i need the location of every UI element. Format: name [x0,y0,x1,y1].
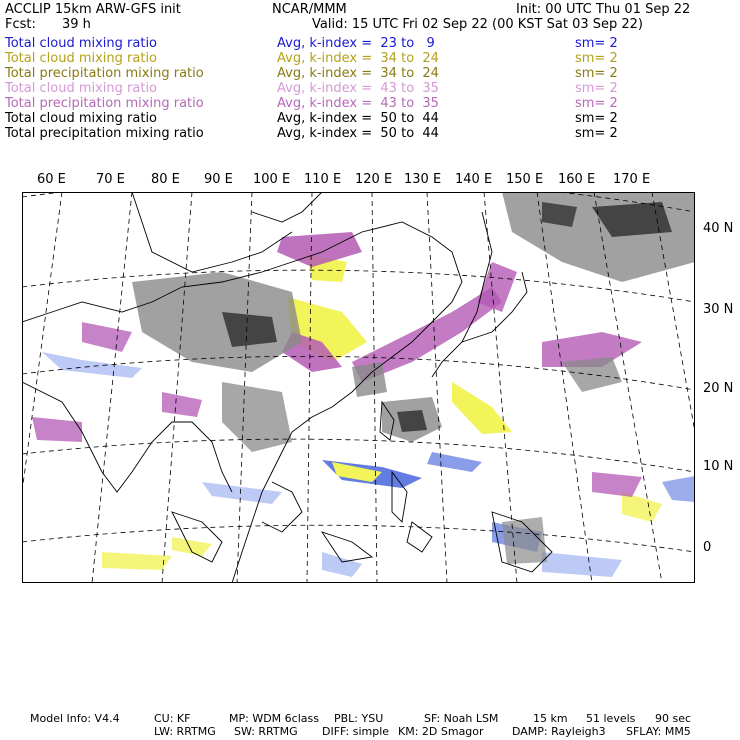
longitude-label: 150 E [506,172,544,187]
legend-smoothing: sm= 2 [575,66,618,81]
legend-range: Avg, k-index = 34 to 24 [277,51,439,66]
legend-smoothing: sm= 2 [575,96,618,111]
footer-diffusion: DIFF: simple [322,725,390,738]
longitude-label: 120 E [355,172,393,187]
legend-row [5,111,735,126]
legend-row [5,51,735,66]
footer-damping: DAMP: Rayleigh3 [512,725,606,738]
footer-surface: SF: Noah LSM [424,712,499,725]
longitude-label: 140 E [455,172,493,187]
longitude-label: 100 E [253,172,291,187]
longitude-label: 90 E [204,172,233,187]
longitude-label: 170 E [613,172,651,187]
longitude-label: 110 E [304,172,342,187]
legend-range: Avg, k-index = 50 to 44 [277,126,439,141]
legend-label: Total cloud mixing ratio [5,51,158,66]
legend-range: Avg, k-index = 23 to 9 [277,36,435,51]
longitude-label: 130 E [404,172,442,187]
legend-smoothing: sm= 2 [575,111,618,126]
init-time: Init: 00 UTC Thu 01 Sep 22 [516,2,691,17]
footer-levels: 51 levels [586,712,636,725]
legend-label: Total precipitation mixing ratio [5,96,204,111]
legend-row [5,36,735,51]
legend-row [5,66,735,81]
legend-label: Total cloud mixing ratio [5,81,158,96]
longitude-label: 70 E [96,172,125,187]
legend-label: Total precipitation mixing ratio [5,126,204,141]
legend-label: Total cloud mixing ratio [5,36,158,51]
legend-row [5,81,735,96]
footer-timestep: 90 sec [655,712,692,725]
longitude-label: 80 E [151,172,180,187]
legend-label: Total precipitation mixing ratio [5,66,204,81]
legend-smoothing: sm= 2 [575,126,618,141]
model-title: ACCLIP 15km ARW-GFS init [5,2,181,17]
latitude-label: 10 N [703,459,734,474]
longitude-label: 60 E [37,172,66,187]
footer-resolution: 15 km [533,712,568,725]
footer-longwave: LW: RRTMG [154,725,216,738]
legend-range: Avg, k-index = 50 to 44 [277,111,439,126]
footer-microphysics: MP: WDM 6class [229,712,319,725]
valid-time: Valid: 15 UTC Fri 02 Sep 22 (00 KST Sat 03 Sep 22) [312,17,643,32]
latitude-label: 0 [703,540,712,555]
footer-model-info: Model Info: V4.4 [30,712,120,725]
latitude-label: 20 N [703,381,734,396]
legend-smoothing: sm= 2 [575,36,618,51]
forecast-label: Fcst: [5,17,36,32]
center-name: NCAR/MMM [272,2,347,17]
footer-km: KM: 2D Smagor [398,725,484,738]
legend-range: Avg, k-index = 43 to 35 [277,81,439,96]
latitude-label: 40 N [703,221,734,236]
cloud-forecast-map [22,192,695,583]
legend-smoothing: sm= 2 [575,81,618,96]
legend-range: Avg, k-index = 43 to 35 [277,96,439,111]
footer-shortwave: SW: RRTMG [234,725,298,738]
legend-row [5,126,735,141]
footer-pbl: PBL: YSU [334,712,384,725]
legend-range: Avg, k-index = 34 to 24 [277,66,439,81]
forecast-hour: 39 h [62,17,91,32]
latitude-label: 30 N [703,302,734,317]
legend-row [5,96,735,111]
longitude-label: 160 E [558,172,596,187]
legend-smoothing: sm= 2 [575,51,618,66]
footer-surface-layer: SFLAY: MM5 [626,725,691,738]
legend-label: Total cloud mixing ratio [5,111,158,126]
footer-cumulus: CU: KF [154,712,191,725]
